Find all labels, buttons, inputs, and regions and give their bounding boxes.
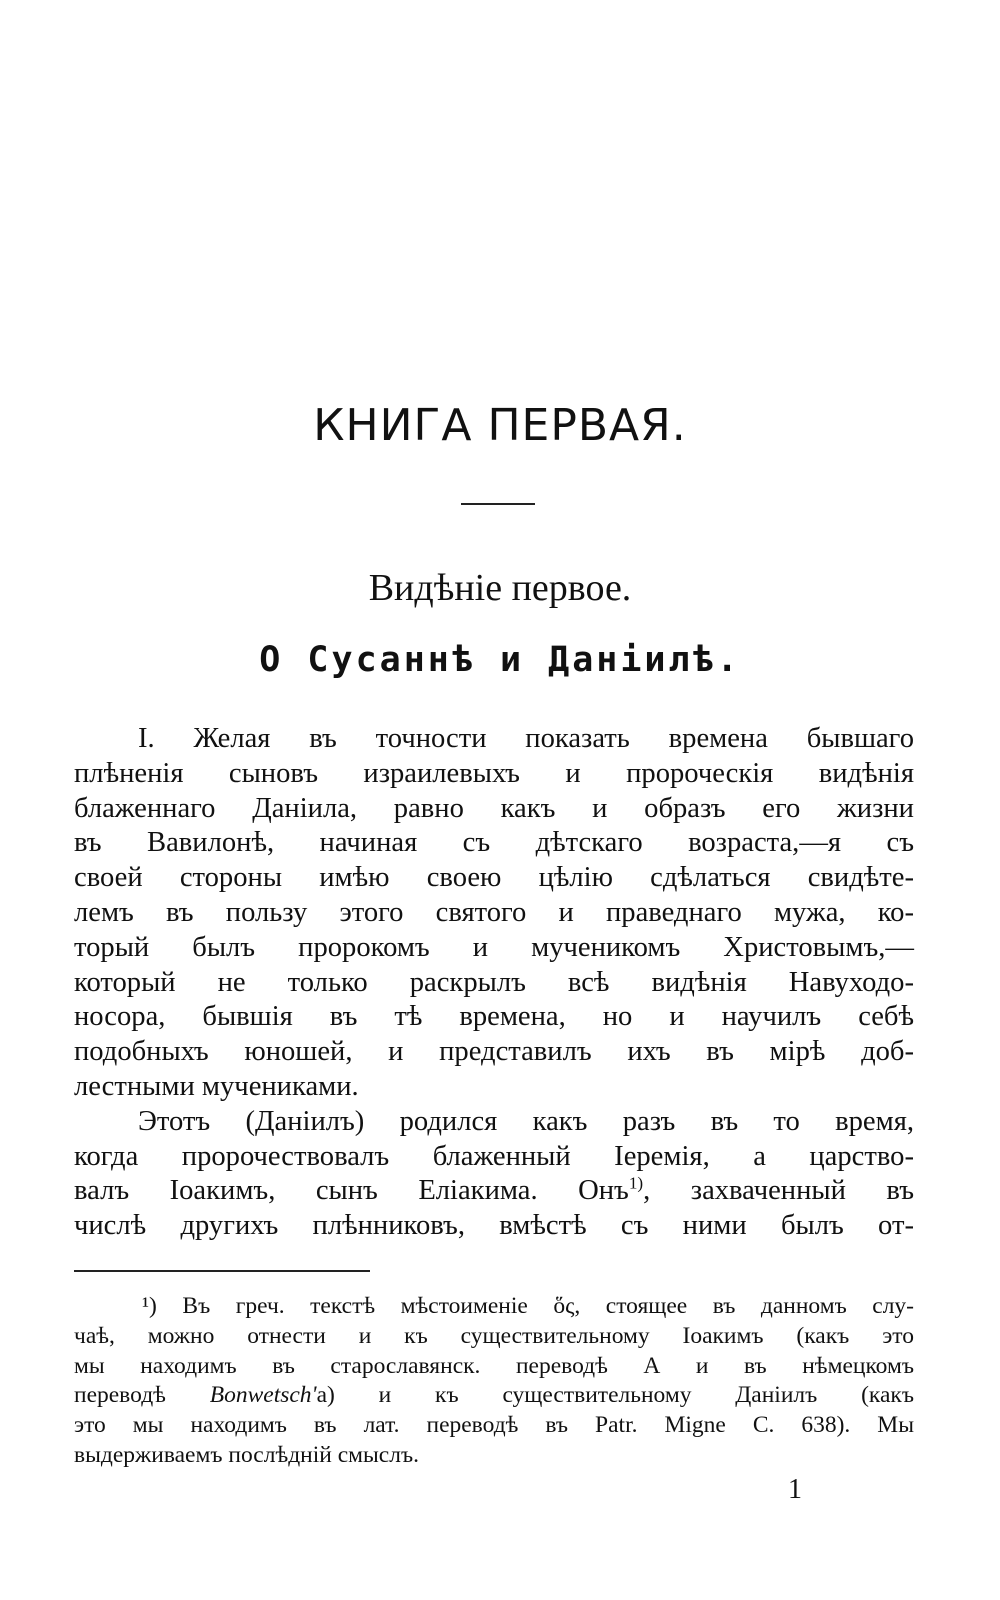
footnote-line: чаѣ, можно отнести и къ существительному Іоакимъ (какъ это — [74, 1322, 914, 1349]
footnote-line: выдерживаемъ послѣдній смыслъ. — [74, 1441, 419, 1468]
text-line: когда пророчествовалъ блаженный Іеремія, а царство- — [74, 1140, 914, 1172]
vision-heading: Видѣніе первое. — [368, 567, 632, 609]
text-line: Этотъ (Даніилъ) родился какъ разъ въ то время, — [138, 1105, 914, 1137]
footnote-text: Въ греч. текстѣ мѣстоименіе ὅς, стоящее въ данномъ слу- — [182, 1293, 914, 1319]
text-line: числѣ другихъ плѣнниковъ, вмѣстѣ съ ними былъ от- — [74, 1210, 914, 1242]
footnote-divider — [74, 1270, 370, 1272]
text-line-with-footnote — [74, 1174, 914, 1209]
text-line: въ Вавилонѣ, начиная съ дѣтскаго возраста,—я съ — [74, 827, 914, 859]
text-line: лестными мучениками. — [74, 1070, 359, 1102]
text-fragment: , захваченный въ — [643, 1175, 914, 1207]
text-line: подобныхъ юношей, и представилъ ихъ въ мірѣ доб- — [74, 1036, 914, 1068]
footnote-text: а) и къ существительному Даніилъ (какъ — [316, 1382, 914, 1409]
footnote — [74, 1292, 914, 1471]
text-line: лемъ въ пользу этого святого и праведнаго мужа, ко- — [74, 896, 914, 928]
section-heading: О Сусаннѣ и Даніилѣ. — [259, 640, 741, 680]
footnote-line: мы находимъ въ старославянск. переводѣ А и въ нѣмецкомъ — [74, 1352, 914, 1379]
text-line: I. Желая въ точности показать времена бывшаго — [138, 723, 914, 754]
page-number: 1 — [788, 1474, 802, 1505]
text-line: плѣненія сыновъ израилевыхъ и пророческія видѣнія — [74, 757, 914, 789]
title-divider — [461, 503, 535, 505]
text-line: который не только раскрылъ всѣ видѣнія Навуходо- — [74, 966, 914, 998]
footnote-line: это мы находимъ въ лат. переводѣ въ Patr. Migne C. 638). Мы — [74, 1412, 914, 1439]
footnote-line — [74, 1292, 914, 1322]
author-name: Bonwetsch' — [209, 1382, 317, 1409]
text-line: носора, бывшія въ тѣ времена, но и научилъ себѣ — [74, 1001, 914, 1033]
book-title: КНИГА ПЕРВАЯ. — [313, 400, 687, 451]
text-line: своей стороны имѣю своею цѣлію сдѣлаться свидѣте- — [74, 862, 914, 894]
text-line: торый былъ пророкомъ и мученикомъ Христовымъ,— — [74, 931, 914, 963]
footnote-reference[interactable]: 1) — [628, 1173, 644, 1193]
footnote-marker: ¹) — [142, 1293, 157, 1319]
text-line: блаженнаго Даніила, равно какъ и образъ его жизни — [74, 792, 914, 824]
footnote-line — [74, 1381, 914, 1411]
footnote-text: переводѣ — [74, 1382, 210, 1409]
text-fragment: валъ Іоакимъ, сынъ Еліакима. Онъ — [74, 1175, 629, 1207]
main-text — [74, 722, 914, 1244]
